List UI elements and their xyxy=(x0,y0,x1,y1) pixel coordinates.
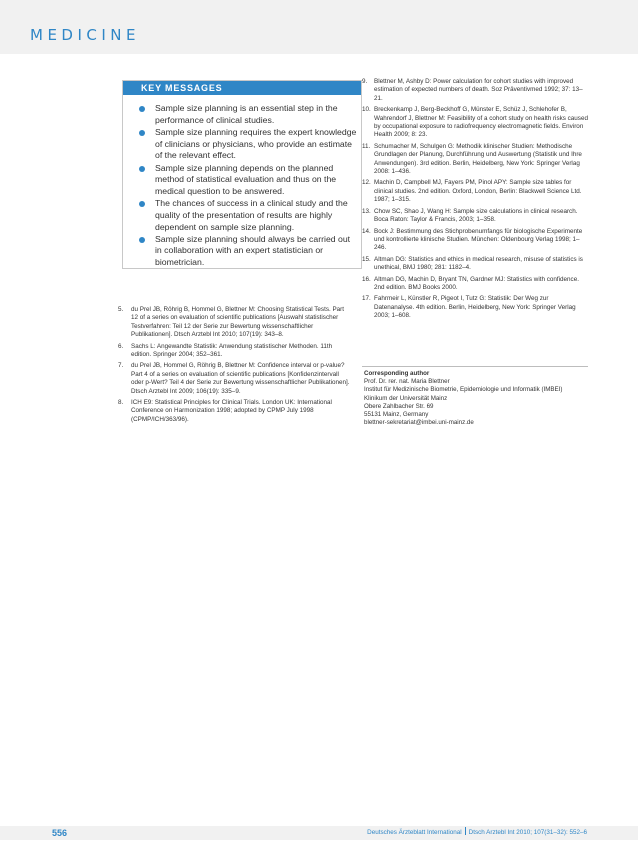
reference-text: Blettner M, Ashby D: Power calculation for cohort studies with improved estimation of expected numbers of death. Soz Präventivmed 1992; 37: 13–21. xyxy=(374,78,583,102)
reference-number: 10. xyxy=(362,106,371,114)
reference-item xyxy=(118,343,350,360)
key-message-item xyxy=(139,198,357,233)
key-message-item xyxy=(139,234,357,269)
bullet-icon xyxy=(139,130,145,136)
key-messages-title: KEY MESSAGES xyxy=(123,81,361,95)
reference-item xyxy=(362,179,588,204)
reference-text: ICH E9: Statistical Principles for Clinical Trials. London UK: International Conference on Harmonization 1998; adopted by CPMP July 1998 (CPMP/ICH/363/96). xyxy=(131,399,332,423)
reference-text: du Prel JB, Röhrig B, Hommel G, Blettner M: Choosing Statistical Tests. Part 12 of a series on evaluation of scientific publications [Auswahl statistischer Testverfahren: Teil 12 der Serie zur Bewertung wissenschaftlicher Publikationen]. Dtsch Arztebl Int 2010; 107(19): 343–8. xyxy=(131,306,345,339)
reference-number: 14. xyxy=(362,227,371,235)
reference-number: 15. xyxy=(362,255,371,263)
reference-list-left xyxy=(118,306,350,427)
reference-number: 11. xyxy=(362,142,371,150)
key-messages-list xyxy=(123,95,361,269)
reference-text: Chow SC, Shao J, Wang H: Sample size calculations in clinical research. Boca Raton: Taylor & Francis, 2003; 1–358. xyxy=(374,207,578,224)
key-message-item xyxy=(139,127,357,162)
reference-text: Bock J: Bestimmung des Stichprobenumfangs für biologische Experimente und kontrollierte klinische Studien. München: Oldenbourg Verlag 1998; 1–246. xyxy=(374,227,583,252)
reference-item xyxy=(362,208,588,225)
footer-journal xyxy=(367,826,587,840)
journal-citation: Dtsch Arztebl Int 2010; 107(31–32): 552–6 xyxy=(468,829,587,836)
divider xyxy=(362,366,588,367)
reference-text: Sachs L: Angewandte Statistik: Anwendung statistischer Methoden. 11th edition. Springer 2004; 352–361. xyxy=(131,342,333,359)
key-message-text: Sample size planning requires the expert knowledge of clinicians or physicians, who provide an estimate of the relevant effect. xyxy=(155,126,357,161)
reference-text: Fahrmeir L, Künstler R, Pigeot I, Tutz G: Statistik: Der Weg zur Datenanalyse. 4th edition. Berlin, Heidelberg, New York: Springer Verlag 2003; 1–608. xyxy=(374,295,576,320)
bullet-icon xyxy=(139,106,145,112)
reference-text: Altman DG: Statistics and ethics in medical research, misuse of statistics is unethical, BMJ 1980; 281: 1182–4. xyxy=(374,255,583,272)
reference-text: Altman DG, Machin D, Bryant TN, Gardner MJ: Statistics with confidence. 2nd edition. BMJ Books 2000. xyxy=(374,275,579,291)
corresponding-author xyxy=(364,370,590,427)
reference-item xyxy=(362,228,588,253)
reference-item xyxy=(118,362,350,396)
page-number: 556 xyxy=(52,828,68,838)
reference-text: Schumacher M, Schulgen G: Methodik klinischer Studien: Methodische Grundlagen der Planung, Durchführung und Auswertung (Statistik und Ihre Anwendungen). 3rd edition. Berlin, Heidelberg, New York: Springer Verlag 2008: 1–436. xyxy=(374,142,582,176)
reference-number: 6. xyxy=(118,342,124,350)
author-name: Prof. Dr. rer. nat. Maria Blettner xyxy=(364,378,450,386)
reference-list-right xyxy=(362,78,588,324)
reference-item xyxy=(362,106,588,140)
author-email: blettner-sekretariat@imbei.uni-mainz.de xyxy=(364,419,474,427)
reference-number: 5. xyxy=(118,306,124,313)
corresponding-author-title: Corresponding author xyxy=(364,370,430,377)
bullet-icon xyxy=(139,201,145,207)
reference-number: 7. xyxy=(118,362,124,370)
reference-number: 9. xyxy=(362,78,368,85)
reference-item xyxy=(362,256,588,273)
author-institute: Institut für Medizinische Biometrie, Epidemiologie und Informatik (IMBEI) xyxy=(364,386,563,394)
reference-number: 8. xyxy=(118,399,124,407)
key-message-text: Sample size planning depends on the planned method of statistical evaluation and thus on the medical question to be answered. xyxy=(155,162,337,196)
reference-text: du Prel JB, Hommel G, Röhrig B, Blettner M: Confidence interval or p-value? Part 4 of a series on evaluation of scientific publications [Konfidenzintervall oder p-Wert? Teil 4 der Serie zur Bewertung wissenschaftlicher Publikationen]. Dtsch Arztebl Int 2009; 106(19): 335–9. xyxy=(131,362,350,395)
reference-item xyxy=(362,276,588,293)
reference-item xyxy=(362,78,588,103)
journal-name: Deutsches Ärzteblatt International xyxy=(367,829,462,836)
footer-separator xyxy=(465,827,466,835)
reference-number: 12. xyxy=(362,179,371,187)
reference-item xyxy=(118,399,350,424)
reference-text: Breckenkamp J, Berg-Beckhoff G, Münster E, Schüz J, Schlehofer B, Wahrendorf J, Blettner M: Feasibility of a cohort study on health risks caused by occupational exposure to radiofrequency electromagnetic fields. Environ Health 2009; 8: 23. xyxy=(374,106,588,139)
reference-item xyxy=(362,143,588,177)
reference-item xyxy=(362,295,588,320)
section-title: MEDICINE xyxy=(30,26,140,44)
key-message-text: Sample size planning is an essential step in the performance of clinical studies. xyxy=(155,103,338,125)
bullet-icon xyxy=(139,166,145,172)
author-city: 55131 Mainz, Germany xyxy=(364,411,429,419)
reference-number: 17. xyxy=(362,295,371,303)
key-message-text: The chances of success in a clinical study and the quality of the presentation of results are highly dependent on sample size planning. xyxy=(155,198,348,232)
key-messages-box xyxy=(122,80,362,269)
key-message-item xyxy=(139,163,357,198)
bullet-icon xyxy=(139,237,145,243)
reference-number: 13. xyxy=(362,207,371,215)
reference-text: Machin D, Campbell MJ, Fayers PM, Pinol APY: Sample size tables for clinical studies. 2nd edition. Oxford, London, Berlin: Blackwell Science Ltd. 1987; 1–315. xyxy=(374,179,582,204)
author-street: Obere Zahlbacher Str. 69 xyxy=(364,402,434,410)
key-message-text: Sample size planning should always be carried out in collaboration with an expert statistician or biometrician. xyxy=(155,233,351,268)
reference-item xyxy=(118,306,350,340)
author-clinic: Klinikum der Universität Mainz xyxy=(364,394,448,402)
key-message-item xyxy=(139,103,357,126)
reference-number: 16. xyxy=(362,275,371,283)
